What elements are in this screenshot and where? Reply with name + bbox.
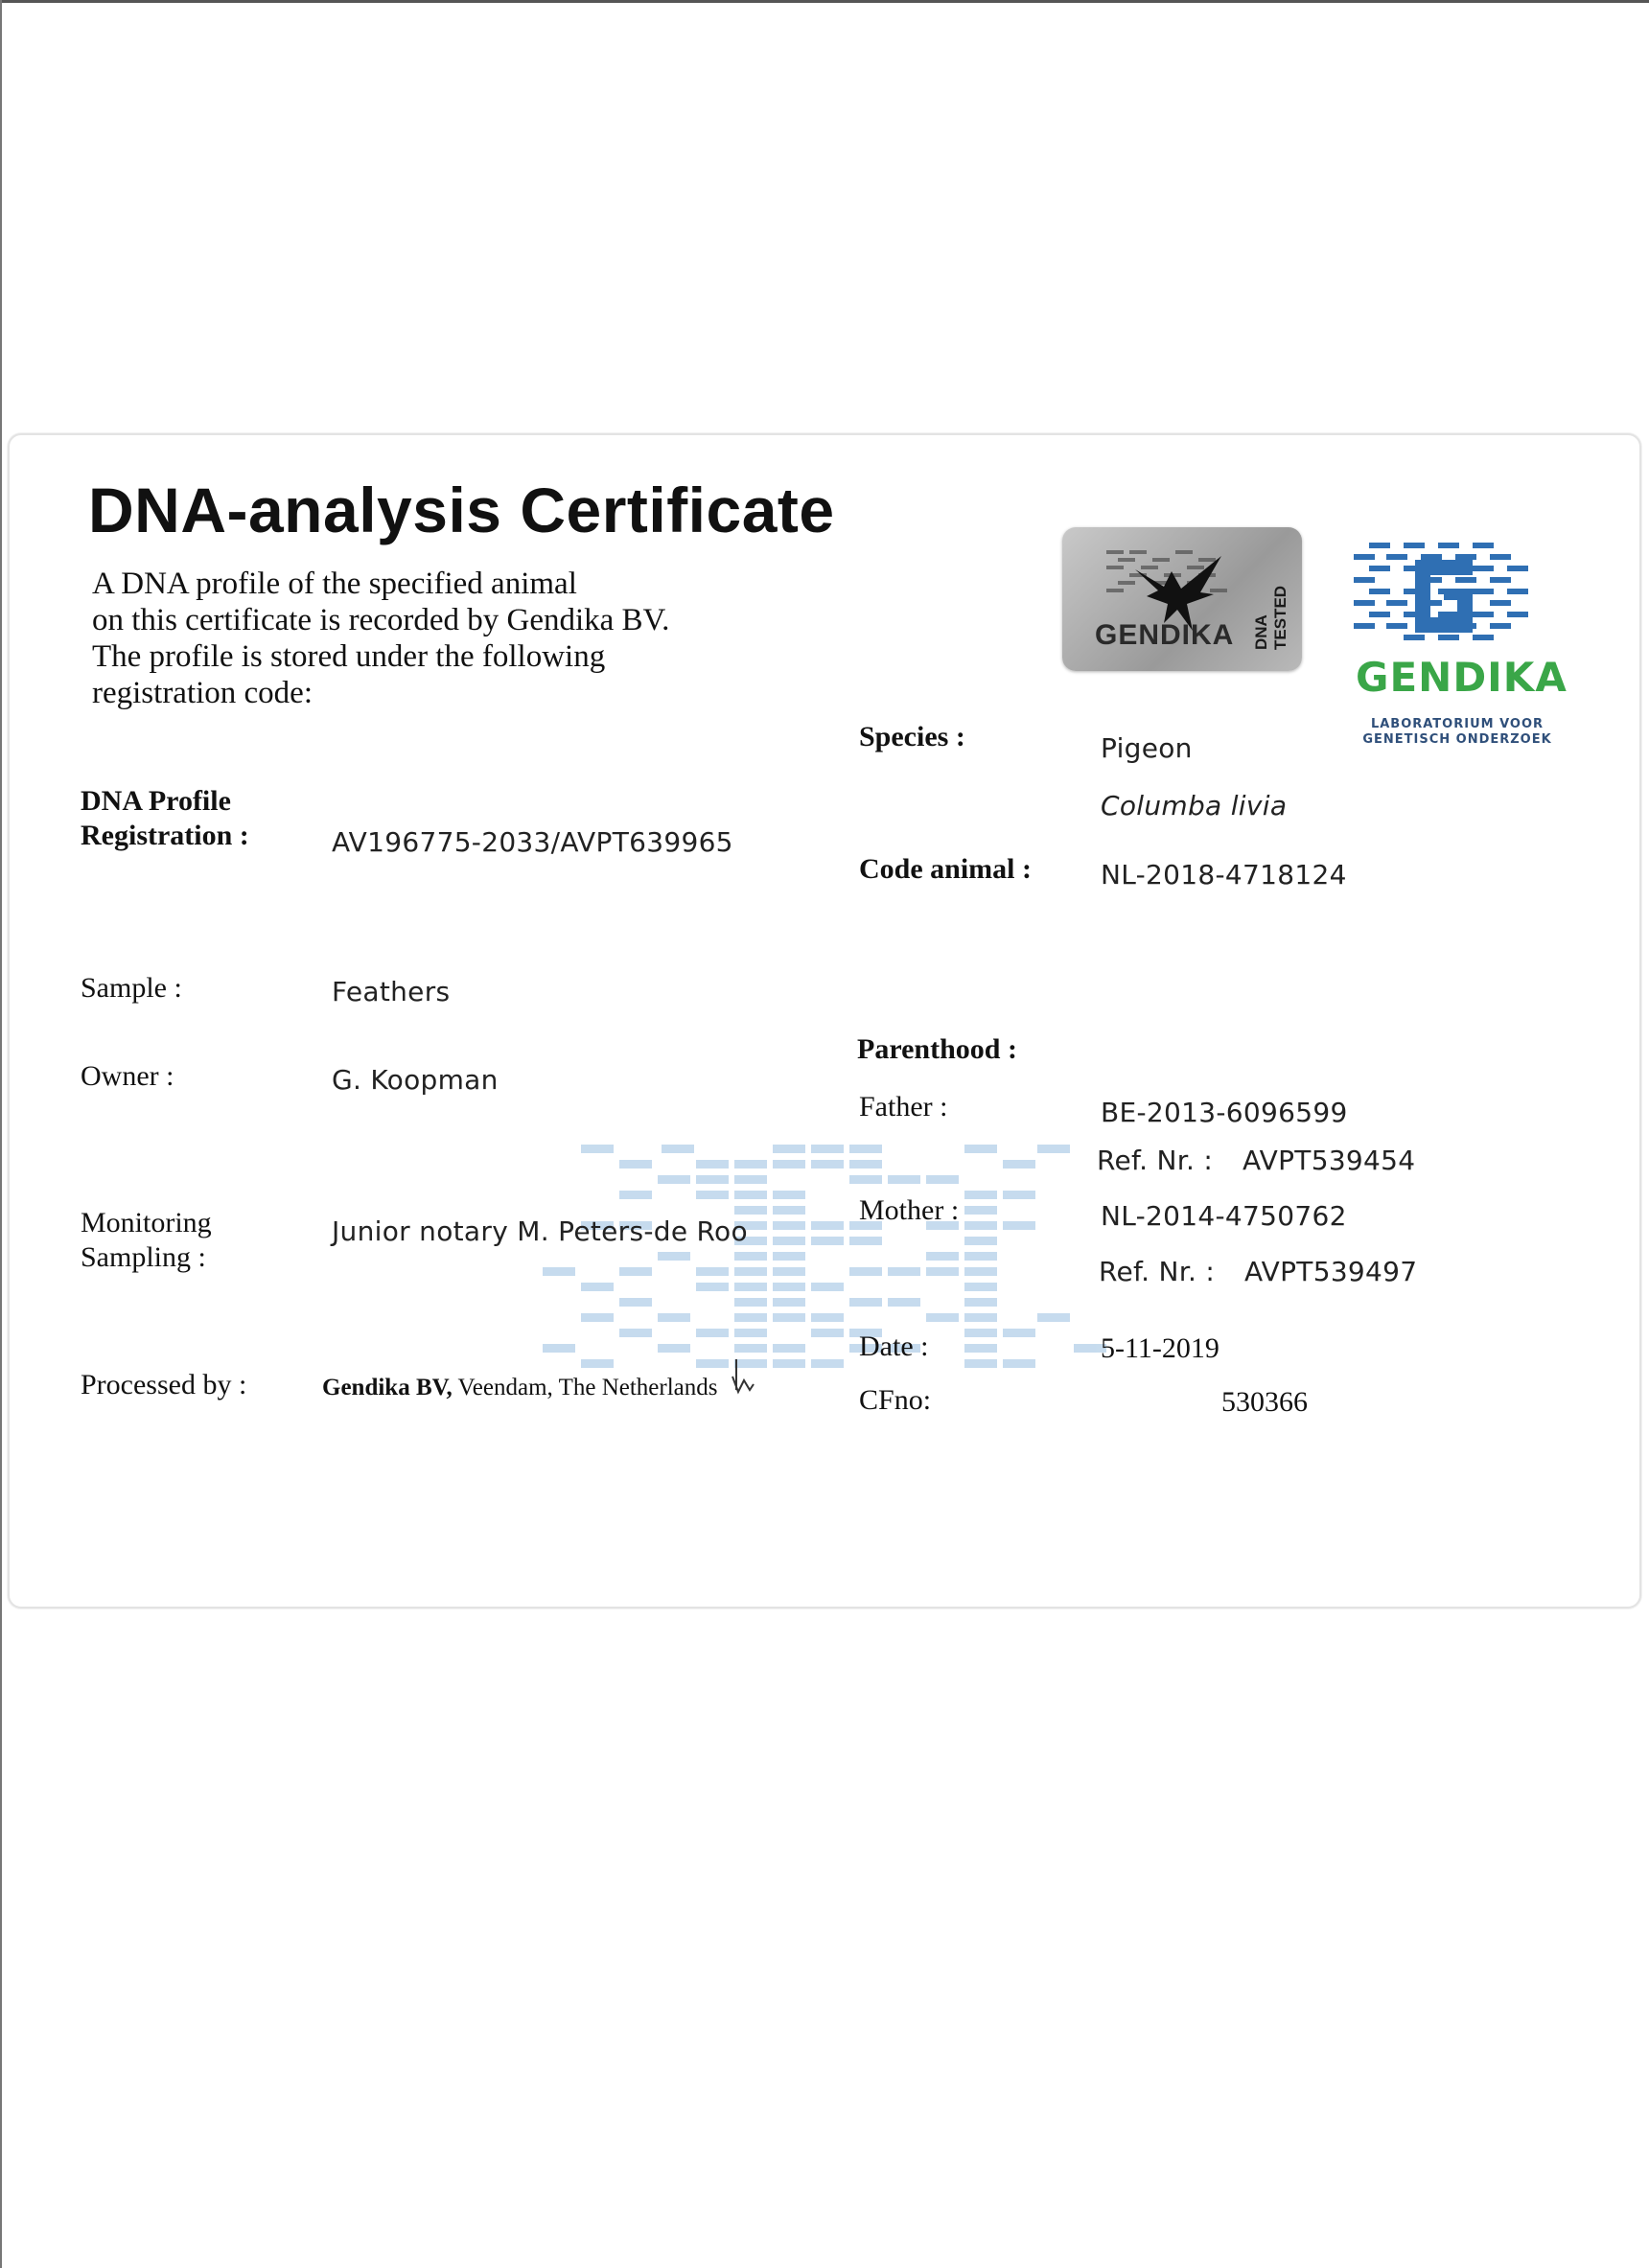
cfno-value: 530366 (1221, 1386, 1308, 1418)
logo-subtitle-line: GENETISCH ONDERZOEK (1362, 732, 1552, 747)
species-common: Pigeon (1101, 732, 1193, 764)
monitoring-value: Junior notary M. Peters-de Roo (332, 1215, 748, 1247)
certificate-card (8, 433, 1641, 1608)
monitoring-label-line: Monitoring (81, 1207, 212, 1238)
mother-value: NL-2014-4750762 (1101, 1200, 1347, 1232)
father-ref-value: AVPT539454 (1243, 1145, 1416, 1176)
father-value: BE-2013-6096599 (1101, 1097, 1348, 1128)
processed-by-company: Gendika BV, (322, 1375, 453, 1400)
date-value: 5-11-2019 (1101, 1332, 1219, 1364)
sticker-tag: DNA TESTED (1252, 585, 1289, 650)
gendika-logo-name: GENDIKA (1356, 654, 1568, 701)
watermark-pattern (527, 1145, 1141, 1490)
processed-by-location: Veendam, The Netherlands (452, 1375, 718, 1400)
gendika-logo-icon (1348, 541, 1540, 656)
sticker-brand: GENDIKA (1095, 619, 1235, 651)
code-animal-value: NL-2018-4718124 (1101, 859, 1347, 891)
logo-subtitle-line: LABORATORIUM VOOR (1370, 717, 1544, 731)
intro-line: on this certificate is recorded by Gendika BV. (92, 603, 670, 637)
owner-value: G. Koopman (332, 1064, 499, 1096)
processed-by-value (322, 1375, 718, 1401)
monitoring-label-line: Sampling : (81, 1241, 206, 1273)
intro-line: The profile is stored under the following (92, 639, 606, 674)
intro-line: A DNA profile of the specified animal (92, 567, 577, 601)
species-label: Species : (859, 721, 965, 752)
species-latin: Columba livia (1101, 790, 1288, 822)
father-ref-label: Ref. Nr. : (1097, 1145, 1214, 1176)
mother-ref-label: Ref. Nr. : (1099, 1256, 1216, 1287)
intro-line: registration code: (92, 676, 314, 710)
gendika-logo-subtitle (1361, 717, 1553, 748)
code-animal-label: Code animal : (859, 853, 1032, 885)
owner-label: Owner : (81, 1060, 174, 1092)
mother-label: Mother : (859, 1194, 960, 1226)
dna-tested-sticker (1062, 527, 1302, 671)
certificate-title: DNA-analysis Certificate (88, 474, 835, 545)
sample-label: Sample : (81, 972, 182, 1004)
registration-label-line: Registration : (81, 820, 249, 851)
registration-value: AV196775-2033/AVPT639965 (332, 826, 733, 858)
sample-value: Feathers (332, 976, 451, 1007)
monitoring-label (81, 1206, 212, 1275)
scan-edge-top (0, 0, 1649, 3)
registration-label-line: DNA Profile (81, 785, 231, 817)
scan-edge-left (0, 0, 2, 2268)
processed-by-label: Processed by : (81, 1369, 247, 1400)
date-label: Date : (859, 1331, 929, 1362)
cfno-label: CFno: (859, 1384, 932, 1416)
father-label: Father : (859, 1091, 948, 1122)
intro-text (92, 566, 669, 711)
handwritten-mark-icon (729, 1357, 757, 1398)
registration-label (81, 784, 249, 853)
mother-ref-value: AVPT539497 (1244, 1256, 1418, 1287)
parenthood-label: Parenthood : (857, 1033, 1017, 1065)
